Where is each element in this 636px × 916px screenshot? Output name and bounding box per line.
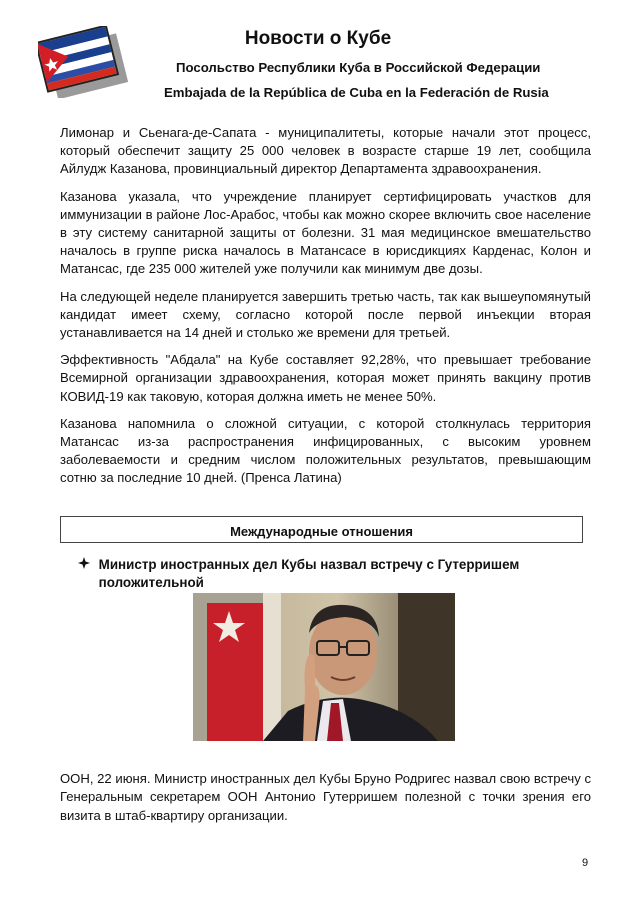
minister-photo-icon <box>193 593 455 741</box>
diamond-bullet-icon <box>78 557 91 572</box>
article-paragraph: ООН, 22 июня. Министр иностранных дел Кубы Бруно Родригес назвал свою встречу с Генеральным секретарем ООН Антонио Гутерришем полезной с точки зрения его визита в штаб-квартиру организации. <box>60 771 591 823</box>
paragraph: Лимонар и Сьенага-де-Сапата - муниципалитеты, которые начали этот процесс, который обеспечит защиту 25 000 человек в возрасте старше 19 лет, сообщила Айлудж Казанова, провинциальный директор Департамента здравоохранения. <box>60 125 591 177</box>
subtitle-russian: Посольство Республики Куба в Российской Федерации <box>176 60 541 75</box>
section-title: Международные отношения <box>230 524 413 539</box>
subtitle-spanish: Embajada de la República de Cuba en la Federación de Rusia <box>164 85 549 100</box>
page-title: Новости о Кубе <box>244 28 392 49</box>
page-number: 9 <box>582 857 589 869</box>
paragraph: Казанова напомнила о сложной ситуации, с которой столкнулась территория Матансас из-за распространения инфицированных, с высоким уровнем заболеваемости и средним числом положительных результатов, превышающим сотню за последние 10 дней. (Пренса Латина) <box>60 415 591 486</box>
article-headline-row <box>78 556 578 592</box>
paragraph: На следующей неделе планируется завершить третью часть, так как вышеупомянутый кандидат имеет схему, согласно которой после первой инъекции вторая устанавливается на 14 дней и столько же времени для третьей. <box>60 288 591 341</box>
article-body <box>60 124 591 497</box>
paragraph: Казанова указала, что учреждение планирует сертифицировать участков для иммунизации в районе Лос-Арабос, чтобы как можно скорее включить свое население в эту систему санитарной защиты от болезни. 31 мая медицинское вмешательство началось в группе риска началось в Матансасе в юрисдикциях Карденас, Колон и Матансас, где 235 000 жителей уже получили как минимум две дозы. <box>60 188 591 277</box>
article-headline: Министр иностранных дел Кубы назвал встречу с Гутерришем положительной <box>98 557 520 590</box>
section-header-box <box>60 516 583 543</box>
paragraph: Эффективность "Абдала" на Кубе составляет 92,28%, что превышает требование Всемирной организации здравоохранения, которая может принять вакцину против КОВИД-19 как таковую, которая должна иметь не менее 50%. <box>60 352 591 404</box>
